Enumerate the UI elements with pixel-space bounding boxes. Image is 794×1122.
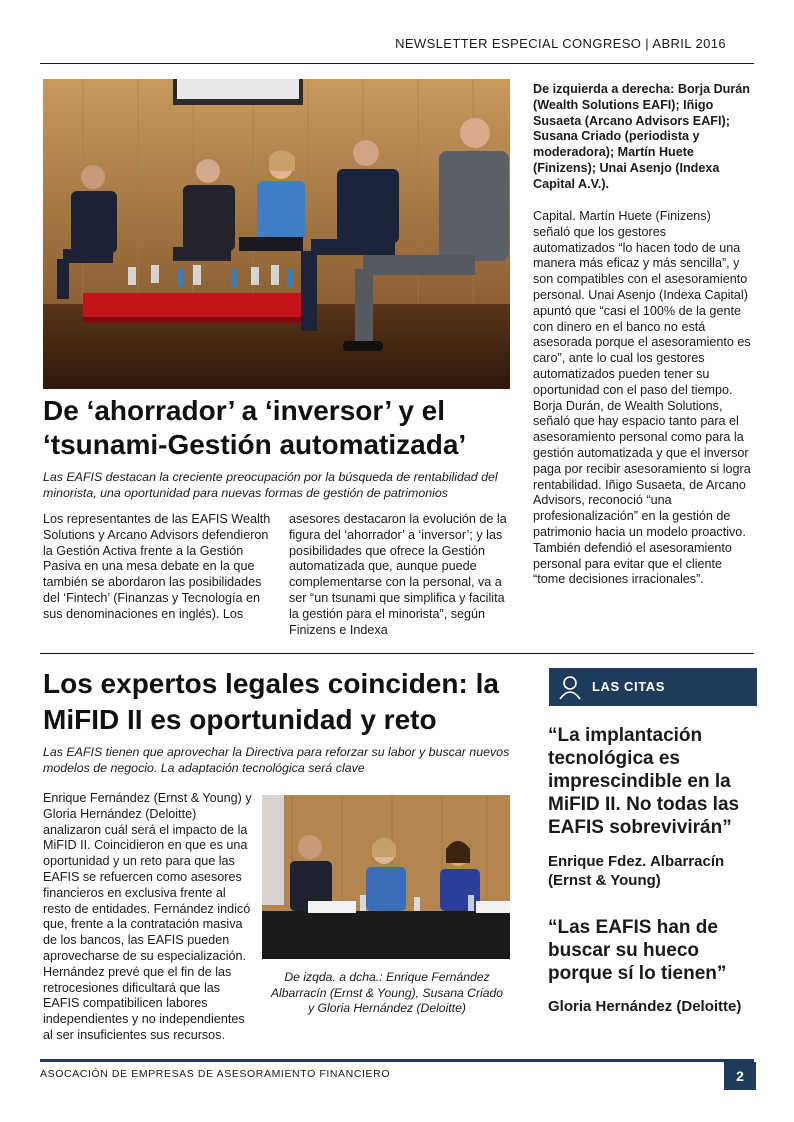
panel-photo [43,79,510,389]
header-rule [40,63,754,64]
citas-banner [549,668,757,706]
legal-panel-photo-caption: De izqda. a dcha.: Enrique Fernández Albarracín (Ernst & Young), Susana Criado y Gloria Hernández (Deloitte) [270,970,504,1015]
article1-title: De ‘ahorrador’ a ‘inversor’ y el ‘tsunami-Gestión automatizada’ [43,395,467,460]
legal-panel-photo [262,795,510,959]
article2-body: Enrique Fernández (Ernst & Young) y Gloria Hernández (Deloitte) analizaron cuál será el impacto de la MiFID II. Coincidieron en que es una oportunidad y un reto para que las EAFIS se refuercen como asesores financieros en exclusiva frente al resto de entidades. Fernández indicó que, frente a la contratación masiva de los bancos, las EAFIS pueden aprovecharse de su especialización. Hernández prevé que el fin de las retrocesiones dificultará que las EAFIS compatibilicen labores independientes y no independientes al ser insuficientes sus recursos. [43,791,252,1042]
quote-2: “Las EAFIS han de buscar su hueco porque sí lo tienen” [548,917,727,984]
panel-photo-caption: De izquierda a derecha: Borja Durán (Wealth Solutions EAFI); Iñigo Susaeta (Arcano Advisors EAFI); Susana Criado (periodista y moderadora); Martín Huete (Finizens); Unai Asenjo (Indexa Capital A.V.). [533,82,750,191]
quote-1: “La implantación tecnológica es imprescindible en la MiFID II. No todas las EAFIS sobrevivirán” [548,725,740,838]
quote-2-author: Gloria Hernández (Deloitte) [548,998,742,1015]
footer-organization: ASOCACIÓN DE EMPRESAS DE ASESORAMIENTO FINANCIERO [40,1068,391,1080]
citas-label: LAS CITAS [592,679,666,694]
footer-rule [40,1059,754,1062]
page-number: 2 [724,1062,756,1090]
article2-lead: Las EAFIS tienen que aprovechar la Directiva para reforzar su labor y buscar nuevos modelos de negocio. La adaptación tecnológica será clave [43,745,510,775]
section-rule [40,653,754,654]
newsletter-header: NEWSLETTER ESPECIAL CONGRESO | ABRIL 2016 [395,36,726,51]
article1-column-3: Capital. Martín Huete (Finizens) señaló que los gestores automatizados “lo hacen todo de una manera más eficaz y más sencilla”, y son compatibles con el asesoramiento personal. Unai Asenjo (Indexa Capital) apuntó que “casi el 100% de la gente con dinero en el banco no está asesorada porque el asesoramiento es caro”, ante lo cual los gestores automatizados pueden tener su oportunidad con el paso del tiempo. Borja Durán, de Wealth Solutions, señaló que hay espacio tanto para el asesoramiento personal como para la gestión automatizada y que el inversor paga por recibir asesoramiento si logra rentabilidad. Iñigo Susaeta, de Arcano Advisors, reconoció “una profesionalización” en la gestión de patrimonio hacia un modelo proactivo. También defendió el asesoramiento personal para evitar que el cliente “tome decisiones irracionales”. [533,209,751,587]
quote-1-author: Enrique Fdez. Albarracín (Ernst & Young) [548,853,725,889]
article2-title: Los expertos legales coinciden: la MiFID II es oportunidad y reto [43,668,499,735]
article1-column-1: Los representantes de las EAFIS Wealth Solutions y Arcano Advisors defendieron la Gestión Activa frente a la Gestión Pasiva en una mesa debate en la que también se abordaron las posibilidades del ‘Fintech’ (Finanzas y Tecnología en sus denominaciones en inglés). Los [43,512,271,621]
user-icon [557,674,583,700]
article1-lead: Las EAFIS destacan la creciente preocupación por la búsqueda de rentabilidad del minorista, una oportunidad para nuevas formas de gestión de patrimonios [43,470,498,500]
article1-column-2: asesores destacaron la evolución de la figura del ‘ahorrador’ a ‘inversor’; y las posibilidades que ofrece la Gestión automatizada que, aunque puede complementarse con la personal, va a ser “un tsunami que simplifica y facilita la gestión para el minorista”, según Finizens e Indexa [289,512,507,637]
